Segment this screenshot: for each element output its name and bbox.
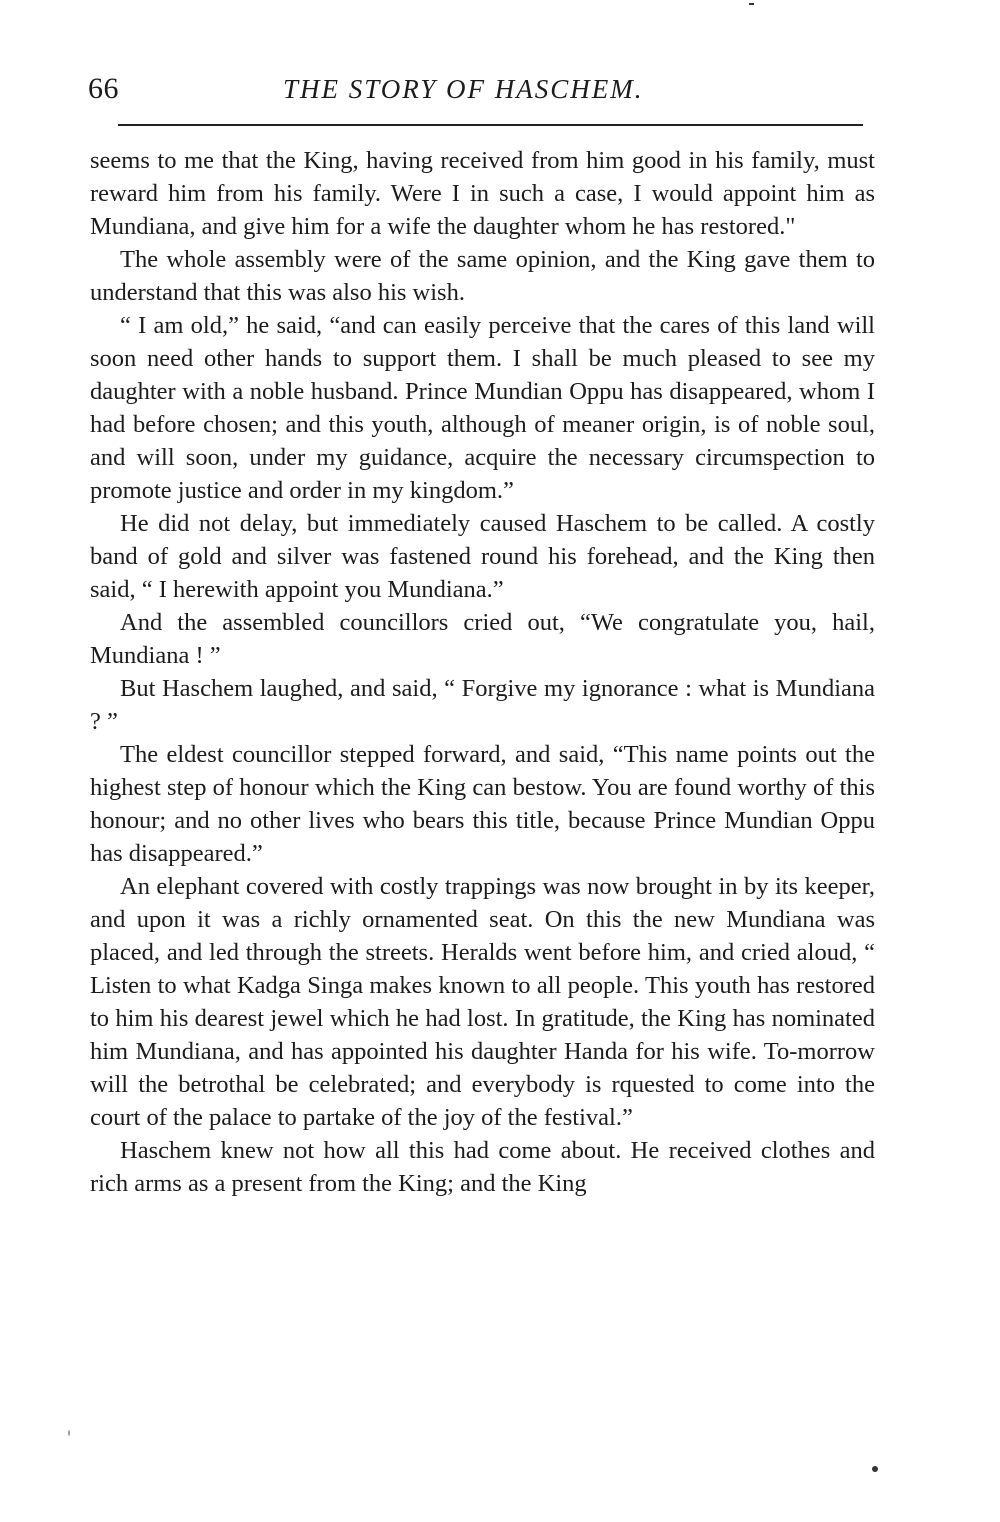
scan-speck — [872, 1466, 878, 1472]
paragraph: He did not delay, but immediately caused Haschem to be called. A costly band of gold and silver was fastened round his forehead, and the King then said, “ I herewith appoint you Mundiana.” — [90, 510, 875, 603]
paragraph: The eldest councillor stepped forward, and said, “This name points out the highest step of honour which the King can bestow. You are found worthy of this honour; and no other lives who bears this title, because Prince Mundian Oppu has disappeared.” — [90, 741, 875, 867]
paragraph: seems to me that the King, having received from him good in his family, must reward him from his family. Were I in such a case, I would appoint him as Mundiana, and give him for a wife the daughter whom he has restored." — [90, 147, 875, 240]
body-text — [90, 144, 875, 1200]
paragraph: “ I am old,” he said, “and can easily perceive that the cares of this land will soon need other hands to support them. I shall be much pleased to see my daughter with a noble husband. Prince Mundian Oppu has disappeared, whom I had before chosen; and this youth, although of meaner origin, is of noble soul, and will soon, under my guidance, acquire the necessary circumspection to promote justice and order in my kingdom.” — [90, 312, 875, 504]
header-rule — [118, 124, 863, 126]
running-title: THE STORY OF HASCHEM. — [283, 74, 644, 104]
paragraph: An elephant covered with costly trappings was now brought in by its keeper, and upon it was a richly ornamented seat. On this the new Mundiana was placed, and led through the streets. Heralds went before him, and cried aloud, “ Listen to what Kadga Singa makes known to all people. This youth has restored to him his dearest jewel which he had lost. In gratitude, the King has nominated him Mundiana, and has appointed his daughter Handa for his wife. To-morrow will the betrothal be celebrated; and everybody is rquested to come into the court of the palace to partake of the joy of the festival.” — [90, 873, 875, 1131]
scan-speck — [749, 3, 754, 5]
page-header — [88, 72, 868, 112]
paragraph: The whole assembly were of the same opinion, and the King gave them to understand that this was also his wish. — [90, 246, 875, 306]
scan-speck — [68, 1430, 70, 1436]
paragraph: And the assembled councillors cried out, “We congratulate you, hail, Mundiana ! ” — [90, 609, 875, 669]
page-number: 66 — [88, 72, 119, 105]
paragraph: Haschem knew not how all this had come about. He received clothes and rich arms as a present from the King; and the King — [90, 1137, 875, 1197]
paragraph: But Haschem laughed, and said, “ Forgive my ignorance : what is Mundiana ? ” — [90, 675, 875, 735]
